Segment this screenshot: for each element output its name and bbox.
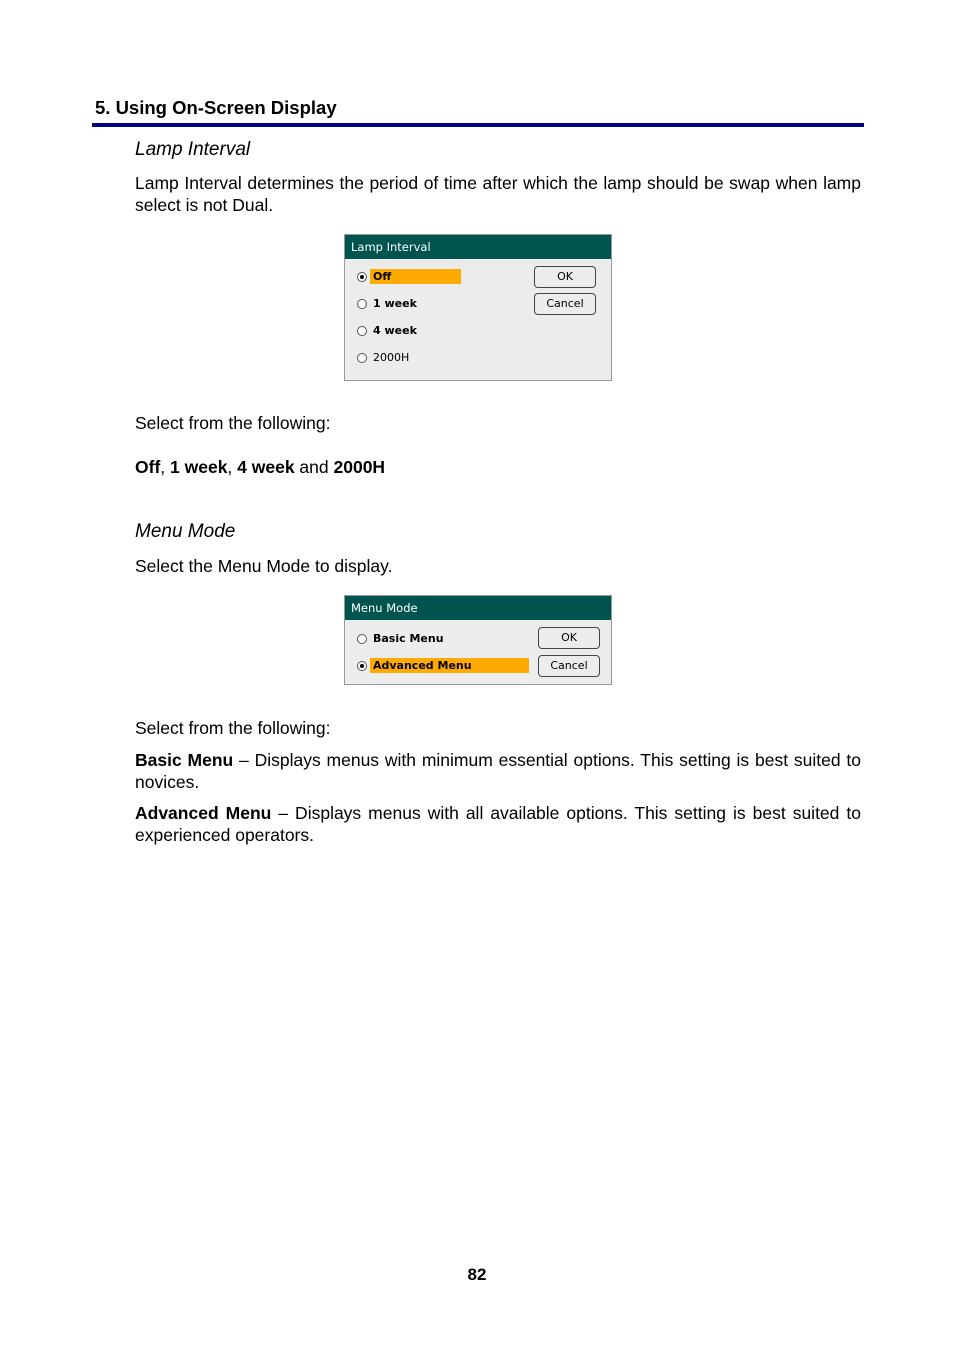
lamp-interval-description: Lamp Interval determines the period of time after which the lamp should be swap when lamp select is not Dual. [135,173,861,215]
advanced-menu-description: Advanced Menu – Displays menus with all available options. This setting is best suited to experienced operators. [135,803,861,845]
option-off[interactable]: Off [357,269,461,284]
basic-menu-description: Basic Menu – Displays menus with minimum essential options. This setting is best suited to novices. [135,750,862,792]
menu-mode-dialog [344,595,612,685]
menu-mode-heading: Menu Mode [135,521,236,542]
lamp-interval-dialog [344,234,612,381]
option-advanced-menu[interactable]: Advanced Menu [357,658,529,673]
page-number: 82 [467,1265,487,1284]
radio-selected-icon[interactable] [357,661,367,671]
radio-icon[interactable] [357,326,367,336]
radio-icon[interactable] [357,634,367,644]
cancel-button[interactable]: Cancel [538,655,600,677]
ok-button[interactable]: OK [534,266,596,288]
ok-button[interactable]: OK [538,627,600,649]
radio-icon[interactable] [357,353,367,363]
header-rule [92,123,864,127]
option-2000h[interactable]: 2000H [357,350,412,365]
option-4-week[interactable]: 4 week [357,323,420,338]
radio-icon[interactable] [357,299,367,309]
option-basic-menu[interactable]: Basic Menu [357,631,447,646]
dialog-title: Menu Mode [345,596,611,620]
section-header: 5. Using On-Screen Display [95,97,337,118]
dialog-title: Lamp Interval [345,235,611,259]
option-1-week[interactable]: 1 week [357,296,420,311]
lamp-choices: Off, 1 week, 4 week and 2000H [135,457,386,477]
radio-selected-icon[interactable] [357,272,367,282]
lamp-interval-heading: Lamp Interval [135,139,251,160]
menu-mode-description: Select the Menu Mode to display. [135,556,393,576]
lamp-select-text: Select from the following: [135,413,331,433]
cancel-button[interactable]: Cancel [534,293,596,315]
menu-select-text: Select from the following: [135,718,331,738]
